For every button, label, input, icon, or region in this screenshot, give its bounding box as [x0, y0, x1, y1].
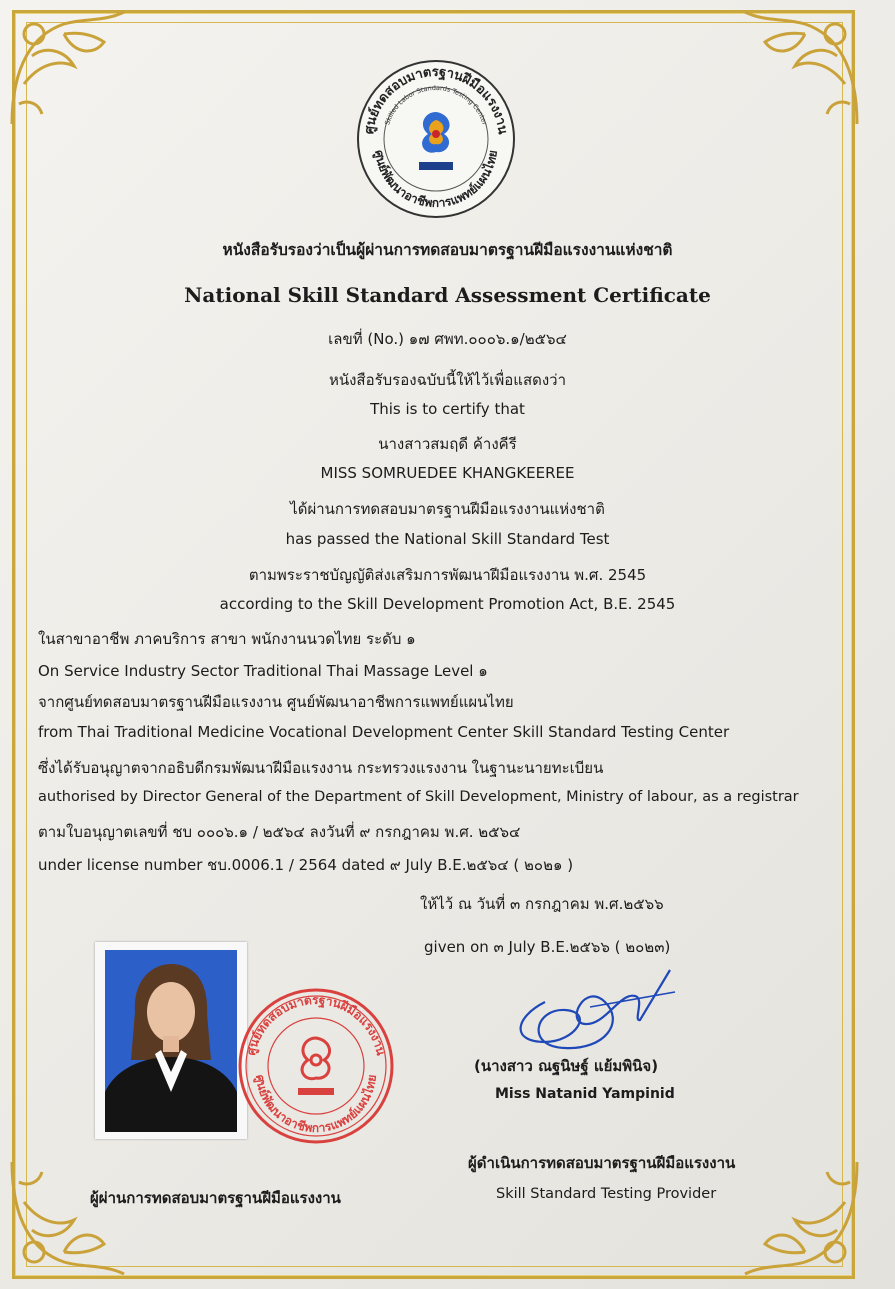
sector-english: On Service Industry Sector Traditional Thai Massage Level ๑ [38, 662, 488, 680]
certificate-title-english: National Skill Standard Assessment Certificate [184, 283, 711, 307]
certify-english: This is to certify that [370, 400, 525, 418]
holder-portrait [95, 942, 247, 1139]
given-date-english: given on ๓ July B.E.๒๕๖๖ ( ๒๐๒๓) [424, 938, 671, 956]
svg-text:Skilled Labor Standards Testin: Skilled Labor Standards Testing Center [383, 83, 489, 127]
testing-center-emblem [355, 58, 517, 220]
signatory-role-thai: ผู้ดำเนินการทดสอบมาตรฐานฝีมือแรงงาน [468, 1154, 736, 1172]
license-english: under license number ชบ.0006.1 / 2564 dated ๙ July B.E.๒๕๖๔ ( ๒๐๒๑ ) [38, 856, 574, 874]
ornament-bottom-left [4, 1152, 134, 1282]
ornament-top-left [4, 4, 134, 134]
act-thai: ตามพระราชบัญญัติส่งเสริมการพัฒนาฝีมือแรงงาน พ.ศ. 2545 [248, 566, 647, 584]
holder-role-thai: ผู้ผ่านการทดสอบมาตรฐานฝีมือแรงงาน [90, 1189, 341, 1207]
passed-english: has passed the National Skill Standard Test [285, 530, 610, 548]
svg-text:ศูนย์ทดสอบมาตรฐานฝีมือแรงงาน: ศูนย์ทดสอบมาตรฐานฝีมือแรงงาน [243, 992, 389, 1057]
authorisation-thai: ซึ่งได้รับอนุญาตจากอธิบดีกรมพัฒนาฝีมือแรงงาน กระทรวงแรงงาน ในฐานะนายทะเบียน [38, 759, 604, 777]
act-english: according to the Skill Development Promotion Act, B.E. 2545 [219, 595, 676, 613]
red-official-seal [236, 986, 396, 1146]
signatory-name-thai: (นางสาว ณฐนิษฐ์ แย้มพินิจ) [474, 1057, 659, 1075]
given-date-thai: ให้ไว้ ณ วันที่ ๓ กรกฎาคม พ.ศ.๒๕๖๖ [420, 895, 664, 913]
svg-text:ศูนย์พัฒนาอาชีพการแพทย์แผนไทย: ศูนย์พัฒนาอาชีพการแพทย์แผนไทย [252, 1073, 379, 1136]
certify-thai: หนังสือรับรองฉบับนี้ให้ไว้เพื่อแสดงว่า [328, 371, 567, 389]
certificate-title-thai: หนังสือรับรองว่าเป็นผู้ผ่านการทดสอบมาตรฐานฝีมือแรงงานแห่งชาติ [222, 241, 673, 259]
holder-photo [95, 942, 247, 1139]
certificate-number: เลขที่ (No.) ๑๗ ศพท.๐๐๐๖.๑/๒๕๖๔ [328, 330, 567, 348]
holder-name-thai: นางสาวสมฤดี ค้างคีรี [378, 435, 517, 453]
ornament-bottom-right [735, 1152, 865, 1282]
ornament-top-right [735, 4, 865, 134]
center-thai: จากศูนย์ทดสอบมาตรฐานฝีมือแรงงาน ศูนย์พัฒนาอาชีพการแพทย์แผนไทย [38, 693, 514, 711]
signatory-name-english: Miss Natanid Yampinid [495, 1086, 675, 1102]
license-thai: ตามใบอนุญาตเลขที่ ชบ ๐๐๐๖.๑ / ๒๕๖๔ ลงวันที่ ๙ กรกฎาคม พ.ศ. ๒๕๖๔ [38, 823, 521, 841]
authorisation-english: authorised by Director General of the Department of Skill Development, Ministry of labour, as a registrar [38, 789, 799, 805]
svg-text:ศูนย์ทดสอบมาตรฐานฝีมือแรงงาน: ศูนย์ทดสอบมาตรฐานฝีมือแรงงาน [362, 64, 510, 136]
center-english: from Thai Traditional Medicine Vocational Development Center Skill Standard Testing Center [38, 723, 730, 741]
svg-text:ศูนย์พัฒนาอาชีพการแพทย์แผนไทย: ศูนย์พัฒนาอาชีพการแพทย์แผนไทย [372, 149, 500, 211]
signatory-role-english: Skill Standard Testing Provider [496, 1186, 717, 1202]
holder-name-english: MISS SOMRUEDEE KHANGKEEREE [320, 464, 575, 482]
provider-signature [505, 962, 685, 1057]
passed-thai: ได้ผ่านการทดสอบมาตรฐานฝีมือแรงงานแห่งชาติ [290, 500, 605, 518]
sector-thai: ในสาขาอาชีพ ภาคบริการ สาขา พนักงานนวดไทย ระดับ ๑ [38, 630, 416, 648]
